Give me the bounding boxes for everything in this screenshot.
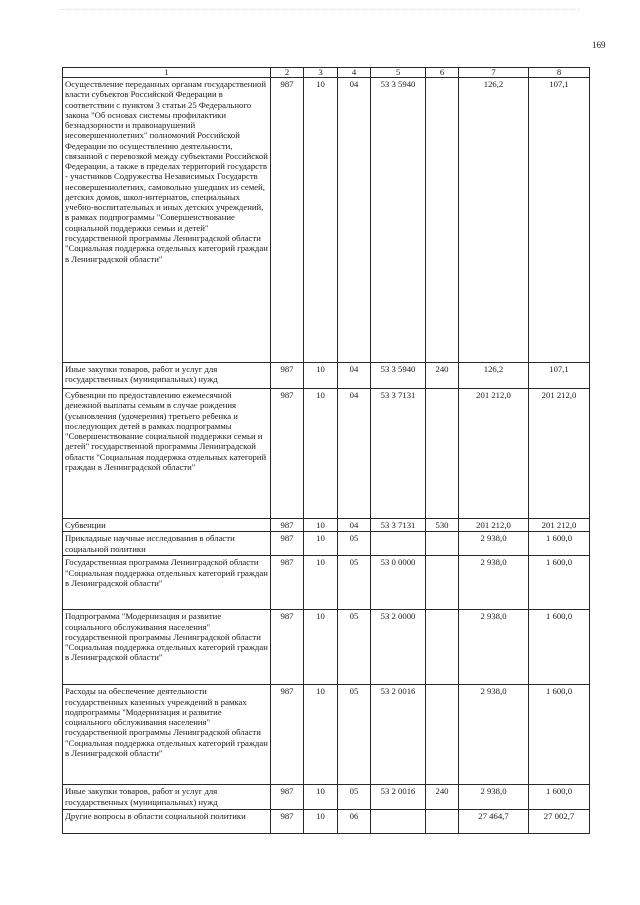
cell-section: 10: [304, 810, 338, 834]
cell-subsection: 04: [338, 519, 371, 532]
cell-ministry-code: 987: [271, 810, 304, 834]
cell-section: 10: [304, 532, 338, 556]
table-row: [63, 78, 590, 363]
cell-subsection: 04: [338, 78, 371, 363]
cell-section: 10: [304, 610, 338, 685]
column-number: 2: [271, 68, 304, 78]
cell-amount-2: 1 600,0: [529, 610, 590, 685]
cell-amount-1: 2 938,0: [459, 532, 529, 556]
cell-subsection: 05: [338, 785, 371, 810]
cell-target-article: 53 3 7131: [371, 519, 426, 532]
cell-expense-type: [426, 610, 459, 685]
cell-section: 10: [304, 685, 338, 785]
cell-amount-2: 27 002,7: [529, 810, 590, 834]
cell-amount-1: 126,2: [459, 363, 529, 389]
row-description: Прикладные научные исследования в области социальной политики: [63, 532, 271, 556]
row-description: Иные закупки товаров, работ и услуг для государственных (муниципальных) нужд: [63, 785, 271, 810]
cell-expense-type: 530: [426, 519, 459, 532]
cell-amount-2: 1 600,0: [529, 685, 590, 785]
cell-amount-2: 1 600,0: [529, 556, 590, 610]
cell-section: 10: [304, 785, 338, 810]
cell-ministry-code: 987: [271, 363, 304, 389]
column-number: 7: [459, 68, 529, 78]
row-description: Государственная программа Ленинградской области "Социальная поддержка отдельных категорий граждан в Ленинградской области": [63, 556, 271, 610]
cell-target-article: [371, 532, 426, 556]
cell-amount-1: 201 212,0: [459, 519, 529, 532]
cell-expense-type: [426, 532, 459, 556]
table-row: [63, 519, 590, 532]
cell-amount-1: 2 938,0: [459, 685, 529, 785]
cell-subsection: 04: [338, 389, 371, 519]
cell-target-article: 53 3 5940: [371, 363, 426, 389]
cell-expense-type: 240: [426, 363, 459, 389]
cell-subsection: 05: [338, 685, 371, 785]
cell-expense-type: 240: [426, 785, 459, 810]
column-number: 1: [63, 68, 271, 78]
cell-expense-type: [426, 556, 459, 610]
column-number: 4: [338, 68, 371, 78]
page-number: 169: [592, 40, 606, 50]
table-row: [63, 785, 590, 810]
cell-ministry-code: 987: [271, 785, 304, 810]
column-number: 8: [529, 68, 590, 78]
cell-amount-1: 27 464,7: [459, 810, 529, 834]
table-row: [63, 610, 590, 685]
cell-expense-type: [426, 389, 459, 519]
cell-subsection: 05: [338, 532, 371, 556]
table-row: [63, 810, 590, 834]
table-row: [63, 556, 590, 610]
column-number: 5: [371, 68, 426, 78]
table-row: [63, 363, 590, 389]
cell-subsection: 04: [338, 363, 371, 389]
cell-target-article: 53 3 5940: [371, 78, 426, 363]
column-number-row: [63, 68, 590, 78]
row-description: Подпрограмма "Модернизация и развитие социального обслуживания населения" государственной программы Ленинградской области "Социальная поддержка отдельных категорий граждан в Ленинградской области": [63, 610, 271, 685]
cell-subsection: 06: [338, 810, 371, 834]
budget-table: [62, 67, 590, 834]
cell-section: 10: [304, 556, 338, 610]
cell-amount-1: 126,2: [459, 78, 529, 363]
row-description: Расходы на обеспечение деятельности государственных казенных учреждений в рамках подпрограммы "Модернизация и развитие социального обслуживания населения" государственной программы Ленинградской области "Социальная поддержка отдельных категорий граждан в Ленинградской области": [63, 685, 271, 785]
cell-amount-2: 201 212,0: [529, 389, 590, 519]
cell-expense-type: [426, 685, 459, 785]
cell-target-article: 53 3 7131: [371, 389, 426, 519]
table-row: [63, 389, 590, 519]
cell-amount-2: 1 600,0: [529, 785, 590, 810]
cell-ministry-code: 987: [271, 78, 304, 363]
cell-amount-2: 1 600,0: [529, 532, 590, 556]
cell-amount-1: 2 938,0: [459, 556, 529, 610]
cell-ministry-code: 987: [271, 610, 304, 685]
cell-ministry-code: 987: [271, 556, 304, 610]
cell-section: 10: [304, 363, 338, 389]
cell-expense-type: [426, 78, 459, 363]
cell-target-article: 53 2 0000: [371, 610, 426, 685]
cell-section: 10: [304, 389, 338, 519]
cell-subsection: 05: [338, 556, 371, 610]
cell-target-article: 53 2 0016: [371, 685, 426, 785]
row-description: Осуществление переданных органам государственной власти субъектов Российской Федерации в соответствии с пунктом 3 статьи 25 Федерального закона "Об основах системы профилактики безнадзорности и правонарушений несовершеннолетних" полномочий Российской Федерации по осуществлению деятельности, связанной с перевозкой между субъектами Российской Федерации, а также в пределах территорий государств - участников Содружества Независимых Государств несовершеннолетних, самовольно ушедших из семей, детских домов, школ-интернатов, специальных учебно-воспитательных и иных детских учреждений, в рамках подпрограммы "Совершенствование социальной поддержки семьи и детей" государственной программы Ленинградской области "Социальная поддержка отдельных категорий граждан в Ленинградской области": [63, 78, 271, 363]
table-row: [63, 685, 590, 785]
row-description: Субвенции по предоставлению ежемесячной денежной выплаты семьям в случае рождения (усыновления (удочерения) третьего ребенка и последующих детей в рамках подпрограммы "Совершенствование социальной поддержки семьи и детей" государственной программы Ленинградской области "Социальная поддержка отдельных категорий граждан в Ленинградской области": [63, 389, 271, 519]
cell-amount-1: 2 938,0: [459, 785, 529, 810]
cell-amount-2: 107,1: [529, 363, 590, 389]
cell-target-article: [371, 810, 426, 834]
cell-amount-2: 201 212,0: [529, 519, 590, 532]
cell-section: 10: [304, 78, 338, 363]
cell-section: 10: [304, 519, 338, 532]
column-number: 3: [304, 68, 338, 78]
cell-amount-2: 107,1: [529, 78, 590, 363]
table-row: [63, 532, 590, 556]
row-description: Иные закупки товаров, работ и услуг для государственных (муниципальных) нужд: [63, 363, 271, 389]
cell-amount-1: 201 212,0: [459, 389, 529, 519]
cell-ministry-code: 987: [271, 685, 304, 785]
cell-expense-type: [426, 810, 459, 834]
column-number: 6: [426, 68, 459, 78]
cell-amount-1: 2 938,0: [459, 610, 529, 685]
scan-edge-line: [60, 9, 580, 10]
cell-target-article: 53 2 0016: [371, 785, 426, 810]
cell-ministry-code: 987: [271, 389, 304, 519]
cell-target-article: 53 0 0000: [371, 556, 426, 610]
row-description: Другие вопросы в области социальной политики: [63, 810, 271, 834]
cell-ministry-code: 987: [271, 532, 304, 556]
row-description: Субвенции: [63, 519, 271, 532]
cell-ministry-code: 987: [271, 519, 304, 532]
cell-subsection: 05: [338, 610, 371, 685]
